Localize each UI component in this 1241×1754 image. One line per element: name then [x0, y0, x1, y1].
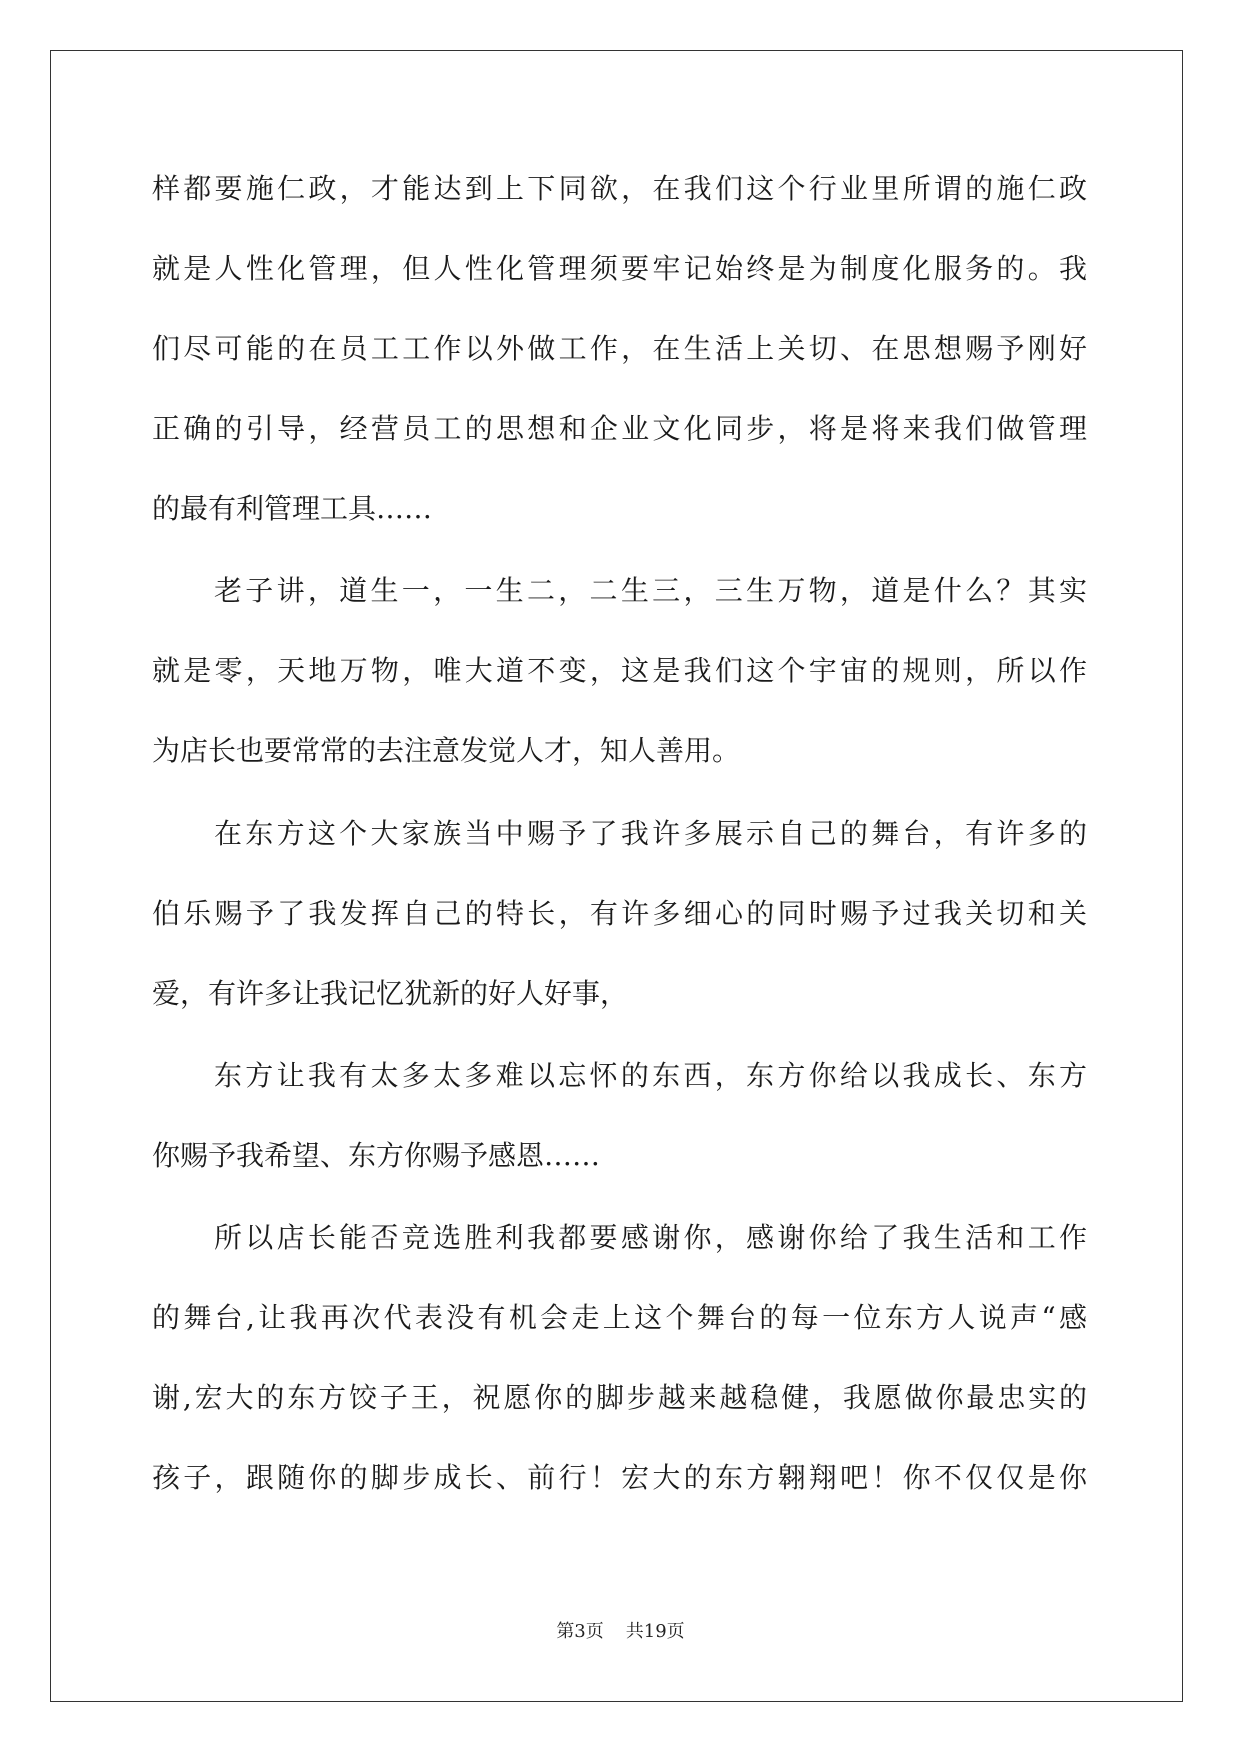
page-number: 第3页: [556, 1621, 604, 1642]
text-line: 样都要施仁政，才能达到上下同欲，在我们这个行业里所谓的施仁政: [152, 172, 1087, 205]
text-line: 的最有利管理工具……: [152, 492, 433, 525]
text-line: 孩子，跟随你的脚步成长、前行！宏大的东方翱翔吧！你不仅仅是你: [152, 1461, 1087, 1494]
text-line: 为店长也要常常的去注意发觉人才，知人善用。: [152, 734, 741, 767]
page-total: 共19页: [625, 1621, 685, 1642]
paragraph-start-line: 在东方这个大家族当中赐予了我许多展示自己的舞台，有许多的: [214, 817, 1087, 850]
page-border: [50, 50, 1183, 1702]
text-line: 就是人性化管理，但人性化管理须要牢记始终是为制度化服务的。我: [152, 252, 1087, 285]
text-line: 们尽可能的在员工工作以外做工作，在生活上关切、在思想赐予刚好: [152, 332, 1087, 365]
text-line: 伯乐赐予了我发挥自己的特长，有许多细心的同时赐予过我关切和关: [152, 897, 1087, 930]
text-line: 你赐予我希望、东方你赐予感恩……: [152, 1139, 601, 1172]
text-line: 正确的引导，经营员工的思想和企业文化同步，将是将来我们做管理: [152, 412, 1087, 445]
text-line: 就是零，天地万物，唯大道不变，这是我们这个宇宙的规则，所以作: [152, 654, 1087, 687]
text-line: 的舞台,让我再次代表没有机会走上这个舞台的每一位东方人说声“感: [152, 1301, 1087, 1334]
paragraph-start-line: 东方让我有太多太多难以忘怀的东西，东方你给以我成长、东方: [214, 1059, 1087, 1092]
page-footer: [0, 1620, 1241, 1644]
paragraph-start-line: 老子讲，道生一，一生二，二生三，三生万物，道是什么？其实: [214, 574, 1087, 607]
paragraph-start-line: 所以店长能否竞选胜利我都要感谢你，感谢你给了我生活和工作: [214, 1221, 1087, 1254]
text-line: 谢,宏大的东方饺子王，祝愿你的脚步越来越稳健，我愿做你最忠实的: [152, 1381, 1087, 1414]
text-line: 爱，有许多让我记忆犹新的好人好事，: [152, 977, 629, 1010]
